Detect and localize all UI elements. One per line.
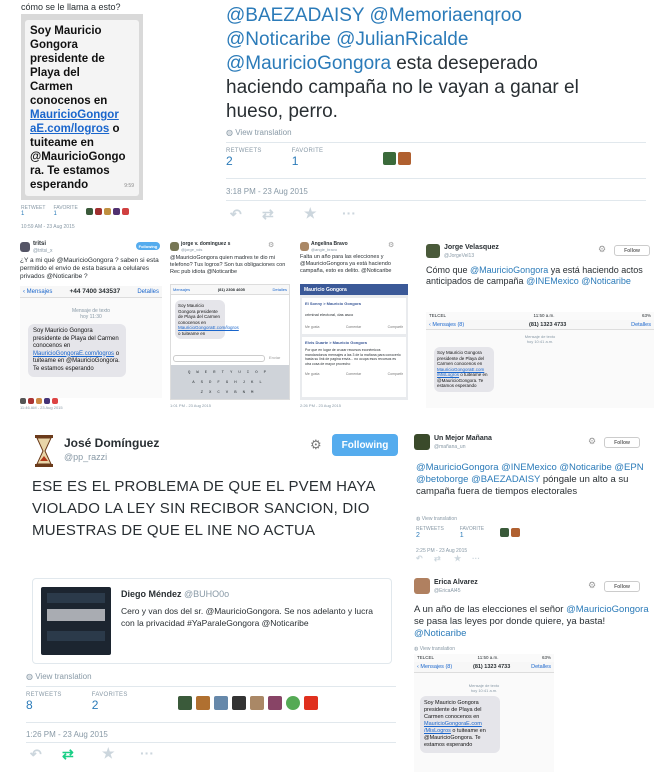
stats-row bbox=[226, 148, 411, 168]
following-button[interactable]: Following bbox=[136, 242, 160, 250]
phone-screenshot bbox=[20, 286, 162, 398]
carrier: TELCEL bbox=[417, 655, 435, 660]
quoted-text: Cero y van dos del sr. @MauricioGongora. Se nos adelanto y lucra con la privacidad #YaParaleGongora @Noticaribe bbox=[121, 606, 373, 628]
sms-line: @MauricioGongo bbox=[30, 151, 126, 163]
tweet-card-5 bbox=[298, 240, 410, 412]
tweet-text bbox=[226, 4, 579, 124]
comment-button[interactable]: Comentar bbox=[345, 372, 362, 376]
quoted-tweet-media[interactable] bbox=[41, 587, 111, 655]
message-date: hoy 11:30 bbox=[80, 314, 102, 320]
favorites-label: FAVORITE bbox=[53, 205, 78, 211]
more-icon[interactable]: ··· bbox=[472, 554, 480, 563]
details-link[interactable]: Detalles bbox=[272, 287, 287, 292]
tweet-text: ESE ES EL PROBLEMA DE QUE EL PVEM HAYA VIOLADO LA LEY SIN RECIBOR SANCION, DIO MUESTRAS DE QUE EL INE NO ACTUA bbox=[32, 478, 375, 539]
tweet-timestamp: 2:26 PM - 23 Aug 2015 bbox=[300, 403, 341, 408]
avatar[interactable] bbox=[95, 208, 102, 215]
tweet-text-part: A un año de las elecciones el señor bbox=[414, 604, 567, 615]
mention-link[interactable]: @MauricioGongora bbox=[566, 604, 649, 615]
view-translation-link[interactable] bbox=[226, 128, 292, 137]
avatar[interactable] bbox=[104, 208, 111, 215]
like-button[interactable]: Me gusta bbox=[305, 325, 320, 329]
status-bar bbox=[426, 312, 654, 320]
comment-button[interactable]: Comentar bbox=[345, 325, 362, 329]
tweet-timestamp: 1:26 PM - 23 Aug 2015 bbox=[26, 730, 108, 739]
avatar[interactable] bbox=[511, 528, 520, 537]
user-handle[interactable]: @angie_bravo bbox=[311, 247, 338, 252]
favoriter-avatars bbox=[383, 152, 411, 165]
following-button[interactable]: Following bbox=[332, 434, 398, 456]
messages-nav bbox=[171, 285, 289, 295]
gear-icon[interactable]: ⚙ bbox=[588, 580, 597, 590]
quoted-tweet[interactable] bbox=[32, 578, 392, 664]
sms-bubble bbox=[434, 347, 494, 392]
follow-button[interactable] bbox=[614, 245, 650, 256]
sms-link[interactable]: MauricioGongoraE.com/logros bbox=[178, 325, 239, 330]
avatar[interactable] bbox=[86, 208, 93, 215]
post-author[interactable]: El Sonny > Mauricio Gongora bbox=[305, 301, 361, 306]
message-date: hoy 10:41 a.m. bbox=[470, 688, 498, 693]
tweet-text bbox=[426, 265, 654, 287]
contact-number: (81) 1323 4733 bbox=[528, 321, 567, 328]
like-button[interactable]: Me gusta bbox=[305, 372, 320, 376]
avatar[interactable] bbox=[36, 398, 42, 404]
retweets-label: RETWEET bbox=[21, 205, 46, 211]
view-translation-link[interactable] bbox=[414, 646, 455, 652]
globe-icon: ◍ bbox=[414, 646, 419, 652]
globe-icon: ◍ bbox=[416, 516, 421, 522]
sms-link[interactable]: aE.com/logros bbox=[30, 123, 110, 135]
mention-link[interactable]: @MauricioGongora bbox=[470, 265, 549, 275]
sms-line: Gongora bbox=[30, 39, 78, 51]
more-icon[interactable]: ··· bbox=[342, 205, 356, 221]
avatar[interactable] bbox=[304, 696, 318, 710]
sms-bubble bbox=[420, 696, 500, 753]
mention-link[interactable]: @MauricioGongora @INEMexico @Noticaribe @EPN @betoborge @BAEZADAISY bbox=[416, 462, 644, 485]
media-preview-row bbox=[47, 609, 105, 621]
tweet-text-part: se pasa las leyes por donde quiere, ya basta! bbox=[414, 616, 606, 627]
gear-icon[interactable]: ⚙ bbox=[310, 437, 322, 452]
sms-line: Carmen bbox=[30, 81, 73, 93]
sms-text: Soy Mauricio Gongora presidente de Playa del Carmen conocenos en bbox=[178, 303, 221, 325]
messages-nav bbox=[414, 662, 554, 673]
keyboard bbox=[171, 365, 289, 399]
sms-line: tuiteame en bbox=[30, 137, 94, 149]
sms-text: Soy Mauricio Gongora presidente de Playa del Carmen conocenos en bbox=[33, 328, 119, 349]
tweet-text-part: esta deseperado bbox=[391, 53, 538, 74]
avatar[interactable] bbox=[196, 696, 210, 710]
reply-icon[interactable]: ↶ bbox=[230, 206, 242, 222]
avatar[interactable] bbox=[170, 242, 179, 251]
user-handle[interactable]: @pp_razzi bbox=[64, 452, 108, 462]
mention-link[interactable]: @Noticaribe bbox=[581, 276, 631, 286]
sms-text: o tuiteame en bbox=[178, 330, 206, 336]
contact-number: (81) 2308 4605 bbox=[217, 287, 245, 292]
facebook-post bbox=[302, 337, 406, 397]
favoriter-avatars bbox=[178, 696, 318, 710]
message-date: hoy 10:41 a.m. bbox=[526, 339, 554, 344]
view-translation-link[interactable] bbox=[26, 672, 92, 681]
message-input[interactable] bbox=[173, 355, 265, 362]
favorites-count[interactable]: 1 bbox=[53, 211, 57, 217]
avatar[interactable] bbox=[113, 208, 120, 215]
phone-screenshot bbox=[414, 654, 554, 772]
favoriter-avatars bbox=[500, 528, 520, 537]
reply-icon[interactable]: ↶ bbox=[416, 554, 423, 563]
user-name[interactable]: Angelina Bravo bbox=[311, 241, 348, 247]
sms-link[interactable]: MauricioGongoraE.com /MisLogros bbox=[424, 721, 482, 734]
sms-text: Soy Mauricio Gongora presidente de Playa del Carmen conocenos en bbox=[424, 700, 482, 720]
retweets-count[interactable]: 2 bbox=[416, 532, 420, 539]
star-icon[interactable]: ★ bbox=[454, 554, 462, 563]
battery: 63% bbox=[541, 655, 551, 660]
avatar[interactable] bbox=[426, 244, 440, 258]
post-text: criminal electoral, das asco bbox=[305, 312, 354, 317]
stats-row bbox=[26, 692, 318, 712]
clock: 11:50 a.m. bbox=[533, 313, 555, 318]
user-name[interactable]: tritsi bbox=[33, 241, 47, 247]
sms-bubble bbox=[25, 20, 139, 196]
tweet-timestamp: 11:46 AM - 23 Aug 2015 bbox=[20, 405, 63, 410]
view-translation-label: View translation bbox=[419, 646, 455, 652]
divider bbox=[226, 200, 646, 201]
favorites-label: FAVORITE bbox=[291, 148, 324, 154]
mention-link[interactable]: @Noticaribe bbox=[414, 628, 467, 639]
post-actions bbox=[305, 325, 403, 329]
facebook-screenshot bbox=[300, 284, 408, 400]
divider bbox=[26, 722, 396, 723]
favorites-count[interactable]: 1 bbox=[459, 532, 464, 539]
retweets-label: RETWEETS bbox=[226, 148, 262, 154]
avatar[interactable] bbox=[44, 398, 50, 404]
user-name[interactable]: Jorge Velasquez bbox=[444, 244, 499, 251]
tweet-text-part: Cómo que bbox=[426, 265, 471, 275]
avatar[interactable] bbox=[122, 208, 129, 215]
quoted-user-name: Diego Méndez bbox=[121, 589, 182, 599]
facebook-page-title: Mauricio Gongora bbox=[304, 287, 347, 293]
follow-label: Follow bbox=[624, 247, 640, 254]
tweet-timestamp: 2:25 PM - 23 Aug 2015 bbox=[416, 548, 468, 554]
gear-icon[interactable]: ⚙ bbox=[388, 242, 395, 249]
avatar[interactable] bbox=[214, 696, 228, 710]
user-handle[interactable]: @mañana_un bbox=[434, 444, 466, 450]
keyboard-row[interactable]: QWERTYUIOP bbox=[187, 371, 272, 375]
media-preview-row bbox=[47, 593, 105, 603]
back-to-messages[interactable]: ‹ Mensajes bbox=[23, 288, 53, 295]
status-bar bbox=[414, 654, 554, 662]
retweet-icon[interactable]: ⇄ bbox=[262, 206, 274, 222]
phone-screenshot bbox=[170, 284, 290, 400]
follow-label: Follow bbox=[614, 439, 630, 446]
contact-number: (81) 1323 4733 bbox=[472, 664, 511, 670]
user-name[interactable]: jorge v. dominguez s bbox=[181, 241, 231, 247]
tweet-card-2 bbox=[218, 0, 658, 232]
tweet-card-7 bbox=[18, 424, 408, 774]
user-name[interactable]: Un Mejor Mañana bbox=[434, 435, 492, 442]
divider bbox=[226, 142, 646, 143]
avatar[interactable] bbox=[250, 696, 264, 710]
avatar[interactable] bbox=[300, 242, 309, 251]
avatar[interactable] bbox=[383, 152, 396, 165]
sms-line: presidente de bbox=[30, 53, 105, 65]
tweet-timestamp: 10:59 AM - 23 Aug 2015 bbox=[21, 224, 75, 230]
view-translation-label: View translation bbox=[35, 672, 92, 681]
avatar[interactable] bbox=[414, 434, 430, 450]
user-name[interactable]: Erica Alvarez bbox=[434, 579, 478, 586]
tweet-text: @MauricioGongora quien madres te dio mi telefono? Tus logros? Son tus obligaciones con Rec pub idiota @Noticaribe bbox=[170, 255, 286, 275]
sms-line: o bbox=[109, 123, 120, 135]
battery: 63% bbox=[641, 313, 651, 318]
tweet-card-8 bbox=[412, 432, 658, 564]
view-translation-link[interactable] bbox=[416, 516, 457, 522]
retweets-label: RETWEETS bbox=[26, 692, 62, 698]
avatar[interactable] bbox=[32, 434, 56, 468]
back-to-messages[interactable]: ‹ Mensajes (8) bbox=[417, 664, 453, 670]
message-header: Mensaje de texto bbox=[71, 308, 111, 314]
divider bbox=[26, 686, 396, 687]
sms-text: o tuiteame en @MauricioGongora. Te estamos esperando bbox=[437, 372, 488, 388]
post-author[interactable]: Elvis Duarte > Mauricio Gongora bbox=[305, 340, 367, 345]
send-button[interactable]: Enviar bbox=[269, 355, 281, 360]
sms-line: ra. Te estamos bbox=[30, 165, 110, 177]
user-handle[interactable]: @tritsi_x bbox=[33, 248, 53, 254]
sms-bubble bbox=[175, 300, 239, 339]
sms-screenshot bbox=[21, 14, 143, 200]
favorites-count[interactable]: 1 bbox=[291, 154, 299, 168]
avatar[interactable] bbox=[20, 398, 26, 404]
message-header: Mensaje de texto bbox=[468, 683, 500, 688]
avatar[interactable] bbox=[28, 398, 34, 404]
sms-text: o tuiteame en @MauricioGongora. Te estamos esperando bbox=[33, 350, 120, 372]
favorites-label: FAVORITES bbox=[91, 692, 128, 698]
retweet-icon[interactable]: ⇄ bbox=[62, 746, 74, 762]
follow-button[interactable] bbox=[604, 581, 640, 592]
tweet-text: Falta un año para las elecciones y @MauricioGongora ya está haciendo campaña, esto es delito. @Noticaribe bbox=[300, 254, 392, 274]
stats-row bbox=[21, 205, 129, 217]
avatar[interactable] bbox=[286, 696, 300, 710]
share-button[interactable]: Compartir bbox=[387, 325, 403, 329]
mention-line[interactable]: @Noticaribe @JulianRicalde bbox=[226, 29, 469, 50]
mention-link[interactable]: @INEMexico bbox=[526, 276, 579, 286]
sms-text: o tuiteame en @MauricioGongora. Te estamos esperando bbox=[424, 728, 486, 748]
tweet-text: ¿Y a mi qué @MauricioGongora ? saben si esta permitido el envio de esta basura a celulares privados @Noticaribe ? bbox=[20, 257, 159, 280]
media-preview-row bbox=[47, 631, 105, 641]
divider bbox=[226, 178, 646, 179]
facebook-post bbox=[302, 298, 406, 334]
keyboard-row[interactable]: ASDFGHJKL bbox=[192, 381, 268, 385]
tweet-card-3 bbox=[18, 240, 164, 412]
gear-icon[interactable]: ⚙ bbox=[268, 242, 275, 249]
tweet-text bbox=[416, 462, 654, 498]
messages-nav bbox=[426, 320, 654, 330]
tweet-card-6 bbox=[422, 240, 658, 412]
sms-link[interactable]: MauricioGongor bbox=[30, 109, 119, 121]
favorites-label: FAVORITE bbox=[459, 526, 485, 532]
tweet-text-part: haciendo campaña no le vayan a ganar el bbox=[226, 77, 579, 98]
carrier: TELCEL bbox=[429, 313, 447, 318]
gear-icon[interactable]: ⚙ bbox=[588, 436, 597, 446]
messages-nav bbox=[20, 286, 162, 298]
keyboard-row[interactable]: ZXCVBNM bbox=[200, 391, 260, 395]
post-text: Por que en lugar de cruzar recursos econémicos mandandonos mensajes a las 3 de la mañana para conocerlo hasta su link de pagina envía... no ocupa esos recursos es otra cosa de mayor provecho bbox=[305, 348, 401, 366]
gear-icon[interactable]: ⚙ bbox=[598, 244, 607, 254]
tweet-text bbox=[414, 604, 654, 640]
contact-number: +44 7400 343537 bbox=[69, 288, 121, 295]
share-button[interactable]: Compartir bbox=[387, 372, 403, 376]
details-link[interactable]: Detalles bbox=[137, 288, 159, 295]
tweet-card-9 bbox=[412, 574, 658, 774]
sms-text: Soy Mauricio Gongora presidente de Playa del Carmen conocenos en bbox=[437, 350, 485, 366]
back-to-messages[interactable]: Mensajes bbox=[173, 287, 191, 292]
user-name[interactable]: José Domínguez bbox=[64, 436, 160, 450]
sms-link[interactable]: MauricioGongoraE.com /MisLogros bbox=[437, 366, 485, 377]
details-link[interactable]: Detalles bbox=[631, 321, 651, 328]
user-handle[interactable]: @EricaAl45 bbox=[434, 588, 461, 594]
tweet-timestamp: 3:18 PM - 23 Aug 2015 bbox=[226, 187, 308, 196]
quoted-author[interactable] bbox=[121, 589, 229, 599]
favorites-count[interactable]: 2 bbox=[91, 698, 99, 712]
retweets-count[interactable]: 8 bbox=[26, 698, 33, 712]
divider bbox=[26, 742, 396, 743]
view-translation-label: View translation bbox=[235, 128, 292, 137]
quoted-user-handle: @BUHO0o bbox=[184, 589, 230, 599]
sms-link[interactable]: MauricioGongoraE.com/logros bbox=[33, 350, 115, 357]
follow-button[interactable] bbox=[604, 437, 640, 448]
globe-icon: ◍ bbox=[226, 128, 233, 137]
sms-line: Playa del bbox=[30, 67, 80, 79]
avatar[interactable] bbox=[414, 578, 430, 594]
sms-line: Soy Mauricio bbox=[30, 25, 102, 37]
sms-bubble bbox=[28, 324, 126, 377]
favoriter-avatars bbox=[20, 398, 58, 404]
avatar[interactable] bbox=[268, 696, 282, 710]
avatar[interactable] bbox=[500, 528, 509, 537]
avatar[interactable] bbox=[20, 242, 30, 252]
facebook-header bbox=[300, 284, 408, 295]
hourglass-avatar-icon bbox=[32, 434, 56, 468]
clock: 11:50 a.m. bbox=[477, 655, 499, 660]
user-handle[interactable]: @JorgeVel13 bbox=[444, 253, 475, 259]
message-header: Mensaje de texto bbox=[524, 334, 556, 339]
sms-line: esperando bbox=[30, 179, 89, 191]
globe-icon: ◍ bbox=[26, 672, 33, 681]
phone-screenshot bbox=[426, 312, 654, 408]
favoriter-avatars bbox=[86, 208, 129, 215]
sms-line: conocenos en bbox=[30, 95, 108, 107]
avatar[interactable] bbox=[52, 398, 58, 404]
details-link[interactable]: Detalles bbox=[531, 664, 551, 670]
retweets-label: RETWEETS bbox=[416, 526, 444, 532]
tweet-timestamp: 1:01 PM - 23 Aug 2015 bbox=[170, 403, 211, 408]
view-translation-label: View translation bbox=[421, 516, 457, 522]
avatar[interactable] bbox=[232, 696, 246, 710]
back-to-messages[interactable]: ‹ Mensajes (8) bbox=[429, 321, 465, 328]
tweet-text: cómo se le llama a esto? bbox=[21, 2, 121, 12]
tweet-text-part: ya está haciendo actos anticipados de campaña bbox=[426, 265, 643, 286]
user-handle[interactable]: @jorge_vds bbox=[181, 247, 203, 252]
stats-row bbox=[416, 526, 520, 539]
avatar[interactable] bbox=[178, 696, 192, 710]
tweet-card-1 bbox=[18, 0, 196, 232]
star-icon[interactable]: ★ bbox=[304, 205, 317, 221]
tweet-card-4 bbox=[168, 240, 294, 412]
tweet-text-part: póngale un alto a su campaña fuera de tiempos electorales bbox=[416, 474, 629, 497]
retweet-icon[interactable]: ⇄ bbox=[434, 554, 441, 563]
follow-label: Follow bbox=[614, 583, 630, 590]
sms-time: 9:59 bbox=[124, 183, 134, 189]
more-icon[interactable]: ··· bbox=[140, 745, 154, 761]
retweets-count[interactable]: 2 bbox=[226, 154, 233, 168]
retweets-count[interactable]: 1 bbox=[21, 211, 25, 217]
mention-link[interactable]: @MauricioGongora bbox=[226, 53, 392, 74]
tweet-text-part: hueso, perro. bbox=[226, 101, 338, 122]
star-icon[interactable]: ★ bbox=[102, 745, 115, 761]
mention-line[interactable]: @BAEZADAISY @Memoriaenqroo bbox=[226, 5, 522, 26]
post-actions bbox=[305, 372, 403, 376]
avatar[interactable] bbox=[398, 152, 411, 165]
reply-icon[interactable]: ↶ bbox=[30, 746, 42, 762]
